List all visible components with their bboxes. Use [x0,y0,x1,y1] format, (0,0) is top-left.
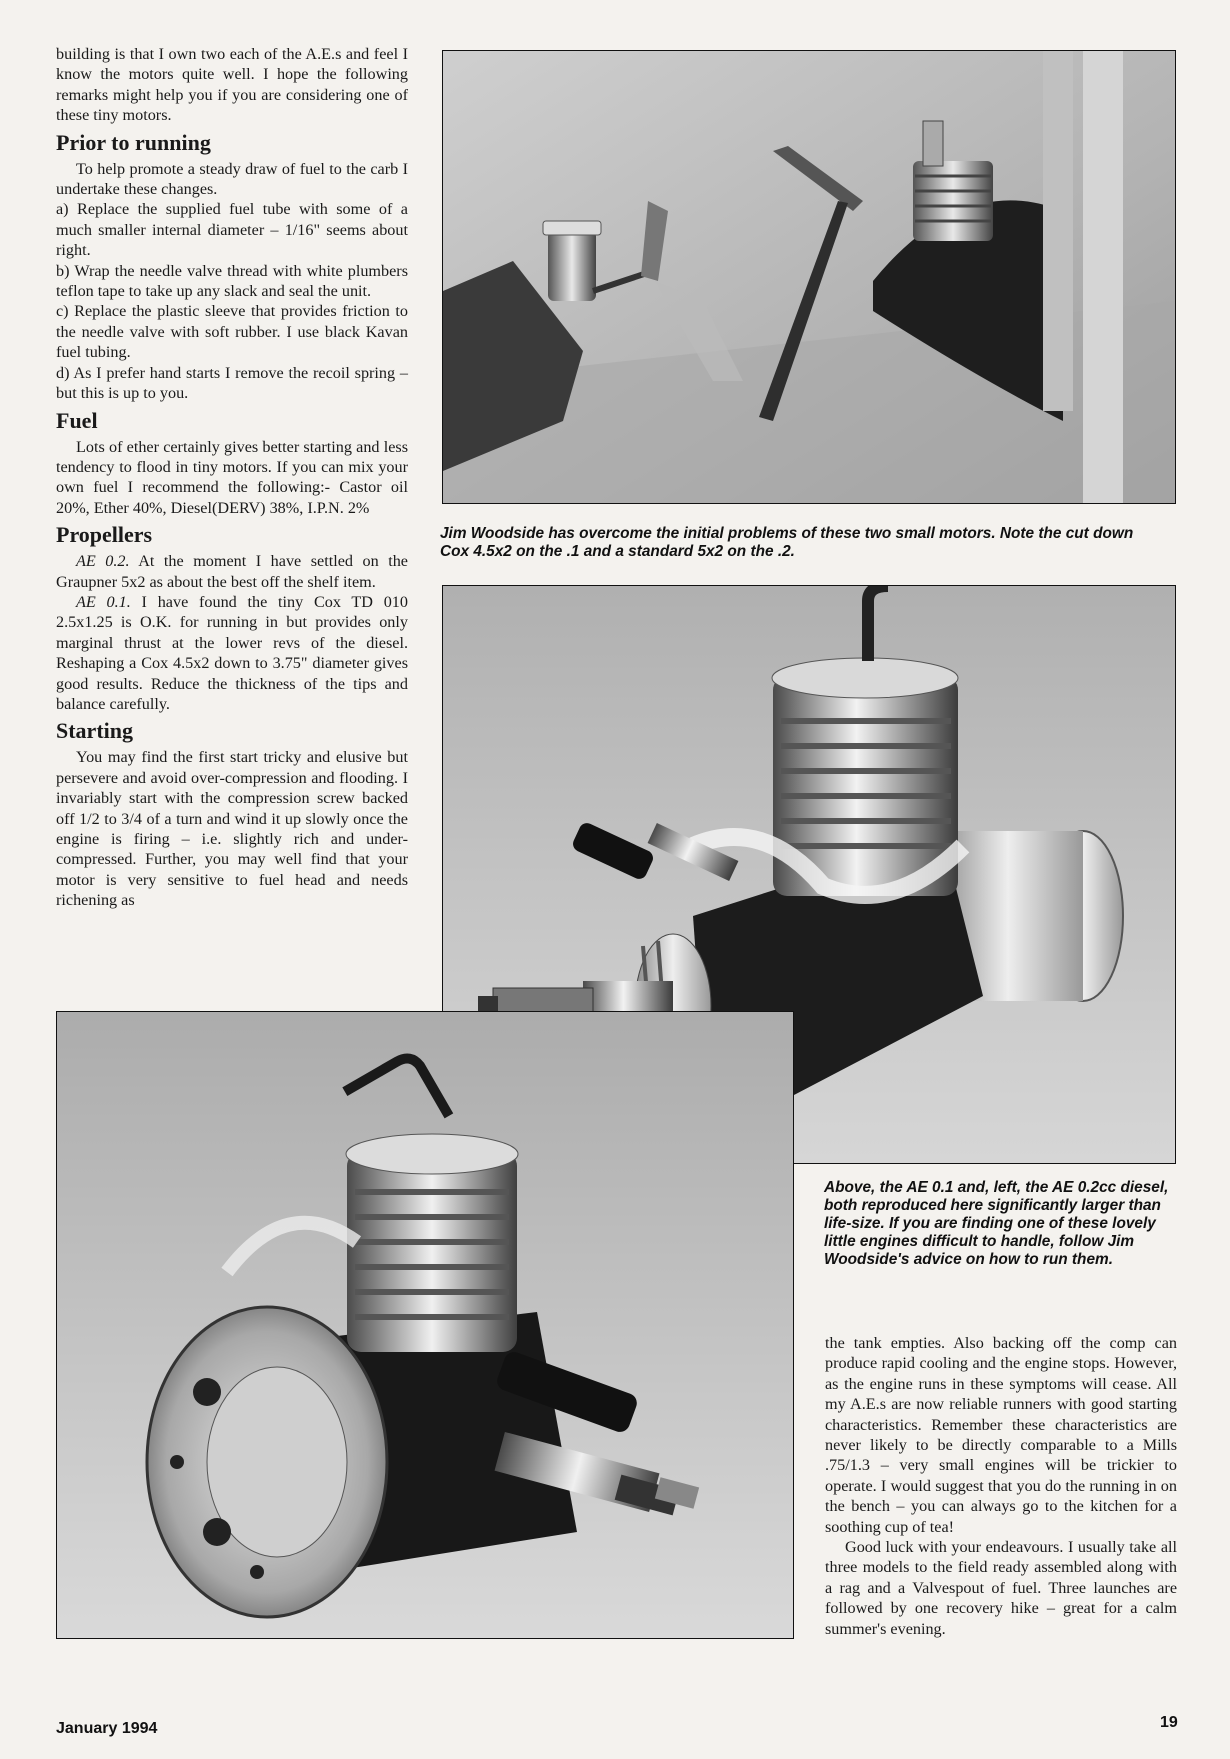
photo-two-motors [442,50,1176,504]
propellers-paragraph-ae01 [56,592,408,714]
text-ae02: At the moment I have settled on the Graupner 5x2 as about the best off the shelf item. [56,552,408,591]
prior-item-b: b) Wrap the needle valve thread with white plumbers teflon tape to take up any slack and seal the unit. [56,261,408,301]
prior-item-c: c) Replace the plastic sleeve that provides friction to the needle valve with soft rubber. I use black Kavan fuel tubing. [56,302,408,362]
continuation-paragraph-2: Good luck with your endeavours. I usually take all three models to the field ready assembled along with a rag and a Valvespout of fuel. Three launches are followed by one recovery hike – great for a calm summer's evening. [825,1538,1177,1638]
heading-fuel: Fuel [56,407,98,433]
propellers-paragraph-ae02 [56,551,408,592]
text-ae01: I have found the tiny Cox TD 010 2.5x1.25 is O.K. for running in but provides only marginal thrust at the lower revs of the diesel. Reshaping a Cox 4.5x2 down to 3.75" diameter gives good results. Reduce the thickness of the tips and balance carefully. [56,592,408,713]
footer-page-number: 19 [1160,1714,1178,1731]
caption-top-photo: Jim Woodside has overcome the initial problems of these two small motors. Note the cut down Cox 4.5x2 on the .1 and a standard 5x2 on the .2. [440,525,1134,560]
caption-engines: Above, the AE 0.1 and, left, the AE 0.2cc diesel, both reproduced here significantly larger than life-size. If you are finding one of these lovely little engines difficult to handle, follow Jim Woodside's advice on how to run them. [824,1179,1169,1268]
right-column [825,1333,1177,1639]
photo-two-motors-image [443,51,1175,503]
continuation-paragraph-1: the tank empties. Also backing off the comp can produce rapid cooling and the engine stops. However, as the engine runs in these symptoms will cease. All my A.E.s are now reliable runners with good starting characteristics. Remember these characteristics are never likely to be directly comparable to a Mills .75/1.3 – very small engines will be trickier to operate. I would suggest that you do the running in on the bench – you can always go to the kitchen for a soothing cup of tea! [825,1334,1177,1536]
fuel-paragraph: Lots of ether certainly gives better starting and less tendency to flood in tiny motors. If you can mix your own fuel I recommend the following:- Castor oil 20%, Ether 40%, Diesel(DERV) 38%, I.P.N. 2% [56,437,408,517]
heading-starting: Starting [56,718,133,744]
left-column [56,44,408,911]
intro-paragraph: building is that I own two each of the A.E.s and feel I know the motors quite well. I hope the following remarks might help you if you are considering one of these tiny motors. [56,45,408,125]
prior-lead-paragraph: To help promote a steady draw of fuel to the carb I undertake these changes. [56,159,408,199]
footer-date: January 1994 [56,1720,158,1737]
prior-item-d: d) As I prefer hand starts I remove the recoil spring – but this is up to you. [56,363,408,403]
heading-prior-to-running: Prior to running [56,129,211,155]
photo-ae02-engine [56,1011,794,1639]
label-ae02: AE 0.2. [76,552,130,571]
prior-item-a: a) Replace the supplied fuel tube with some of a much smaller internal diameter – 1/16" seems about right. [56,200,408,260]
starting-paragraph: You may find the first start tricky and elusive but persevere and avoid over-compression and flooding. I invariably start with the compression screw backed off 1/2 to 3/4 of a turn and wind it up slowly once the engine is firing – i.e. slightly rich and under-compressed. Further, you may well find that your motor is very sensitive to fuel head and needs richening as [56,748,408,910]
photo-ae02-engine-image [57,1012,793,1638]
label-ae01: AE 0.1. [76,592,131,611]
heading-propellers: Propellers [56,522,153,548]
